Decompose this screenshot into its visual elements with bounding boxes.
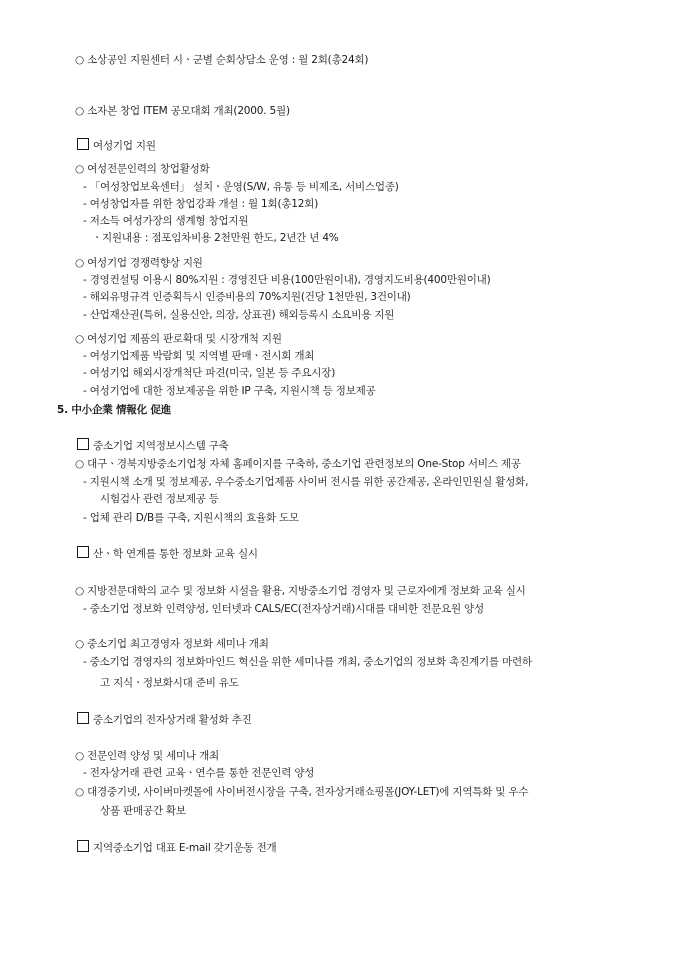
section-number-heading: 5. 中小企業 情報化 促進	[57, 404, 171, 416]
section-heading: 중소기업의 전자상거래 활성화 추진	[77, 712, 252, 727]
text-line: 상품 판매공간 확보	[100, 805, 186, 817]
checkbox-square-icon	[77, 138, 89, 150]
text-line: - 산업재산권(특허, 실용신안, 의장, 상표권) 해외등록시 소요비용 지원	[83, 309, 395, 321]
text-line: ○ 여성기업 경쟁력향상 지원	[75, 257, 203, 269]
text-line: - 여성창업자를 위한 창업강좌 개설 : 월 1회(총12회)	[83, 198, 319, 210]
section-heading: 여성기업 지원	[77, 138, 156, 153]
text-line: - 중소기업 정보화 인력양성, 인터넷과 CALS/EC(전자상거래)시대를 대비한 전문요원 양성	[83, 603, 484, 615]
text-line: - 해외유명규격 인증획득시 인증비용의 70%지원(건당 1천만원, 3건이내)	[83, 291, 411, 303]
text-line: ○ 여성전문인력의 창업활성화	[75, 163, 210, 175]
text-line: - 「여성창업보육센터」 설치ㆍ운영(S/W, 유통 등 비제조, 서비스업종)	[83, 181, 399, 193]
text-line: ○ 전문인력 양성 및 세미나 개최	[75, 750, 219, 762]
section-heading: 산ㆍ학 연계를 통한 정보화 교육 실시	[77, 546, 258, 561]
text-line: - 저소득 여성가장의 생계형 창업지원	[83, 215, 249, 227]
text-line: - 중소기업 경영자의 정보화마인드 혁신을 위한 세미나를 개최, 중소기업의 정보화 촉진계기를 마련하	[83, 656, 532, 668]
text-line: ○ 소자본 창업 ITEM 공모대회 개최(2000. 5월)	[75, 105, 290, 117]
text-line: - 여성기업제품 박람회 및 지역별 판매ㆍ전시회 개최	[83, 350, 315, 362]
text-line: - 경영컨설팅 이용시 80%지원 : 경영진단 비용(100만원이내), 경영지도비용(400만원이내)	[83, 274, 491, 286]
text-line: ○ 여성기업 제품의 판로확대 및 시장개척 지원	[75, 333, 282, 345]
checkbox-square-icon	[77, 438, 89, 450]
section-heading: 지역중소기업 대표 E-mail 갖기운동 전개	[77, 840, 276, 855]
text-line: ○ 중소기업 최고경영자 정보화 세미나 개최	[75, 638, 269, 650]
text-line: 고 지식ㆍ정보화시대 준비 유도	[100, 677, 239, 689]
text-line: - 여성기업에 대한 정보제공을 위한 IP 구축, 지원시책 등 정보제공	[83, 385, 376, 397]
text-line: ○ 대경중기넷, 사이버마켓몰에 사이버전시장을 구축, 전자상거래쇼핑몰(JOY-LET)에 지역특화 및 우수	[75, 786, 529, 798]
text-line: ○ 소상공인 지원센터 시ㆍ군별 순회상담소 운영 : 월 2회(총24회)	[75, 54, 369, 66]
checkbox-square-icon	[77, 840, 89, 852]
text-line: ○ 지방전문대학의 교수 및 정보화 시설을 활용, 지방중소기업 경영자 및 근로자에게 정보화 교육 실시	[75, 585, 526, 597]
text-line: - 지원시책 소개 및 정보제공, 우수중소기업제품 사이버 전시를 위한 공간제공, 온라인민원실 활성화,	[83, 476, 529, 488]
text-line: - 전자상거래 관련 교육ㆍ연수를 통한 전문인력 양성	[83, 767, 315, 779]
text-line: - 여성기업 해외시장개척단 파견(미국, 일본 등 주요시장)	[83, 367, 336, 379]
checkbox-square-icon	[77, 712, 89, 724]
text-line: 시험검사 관련 정보제공 등	[100, 493, 219, 505]
checkbox-square-icon	[77, 546, 89, 558]
text-line: ㆍ지원내용 : 점포임차비용 2천만원 한도, 2년간 년 4%	[92, 232, 339, 244]
section-heading: 중소기업 지역정보시스템 구축	[77, 438, 229, 453]
text-line: - 업체 관리 D/B를 구축, 지원시책의 효율화 도모	[83, 512, 299, 524]
text-line: ○ 대구ㆍ경북지방중소기업청 자체 홈페이지를 구축하, 중소기업 관련정보의 One-Stop 서비스 제공	[75, 458, 521, 470]
